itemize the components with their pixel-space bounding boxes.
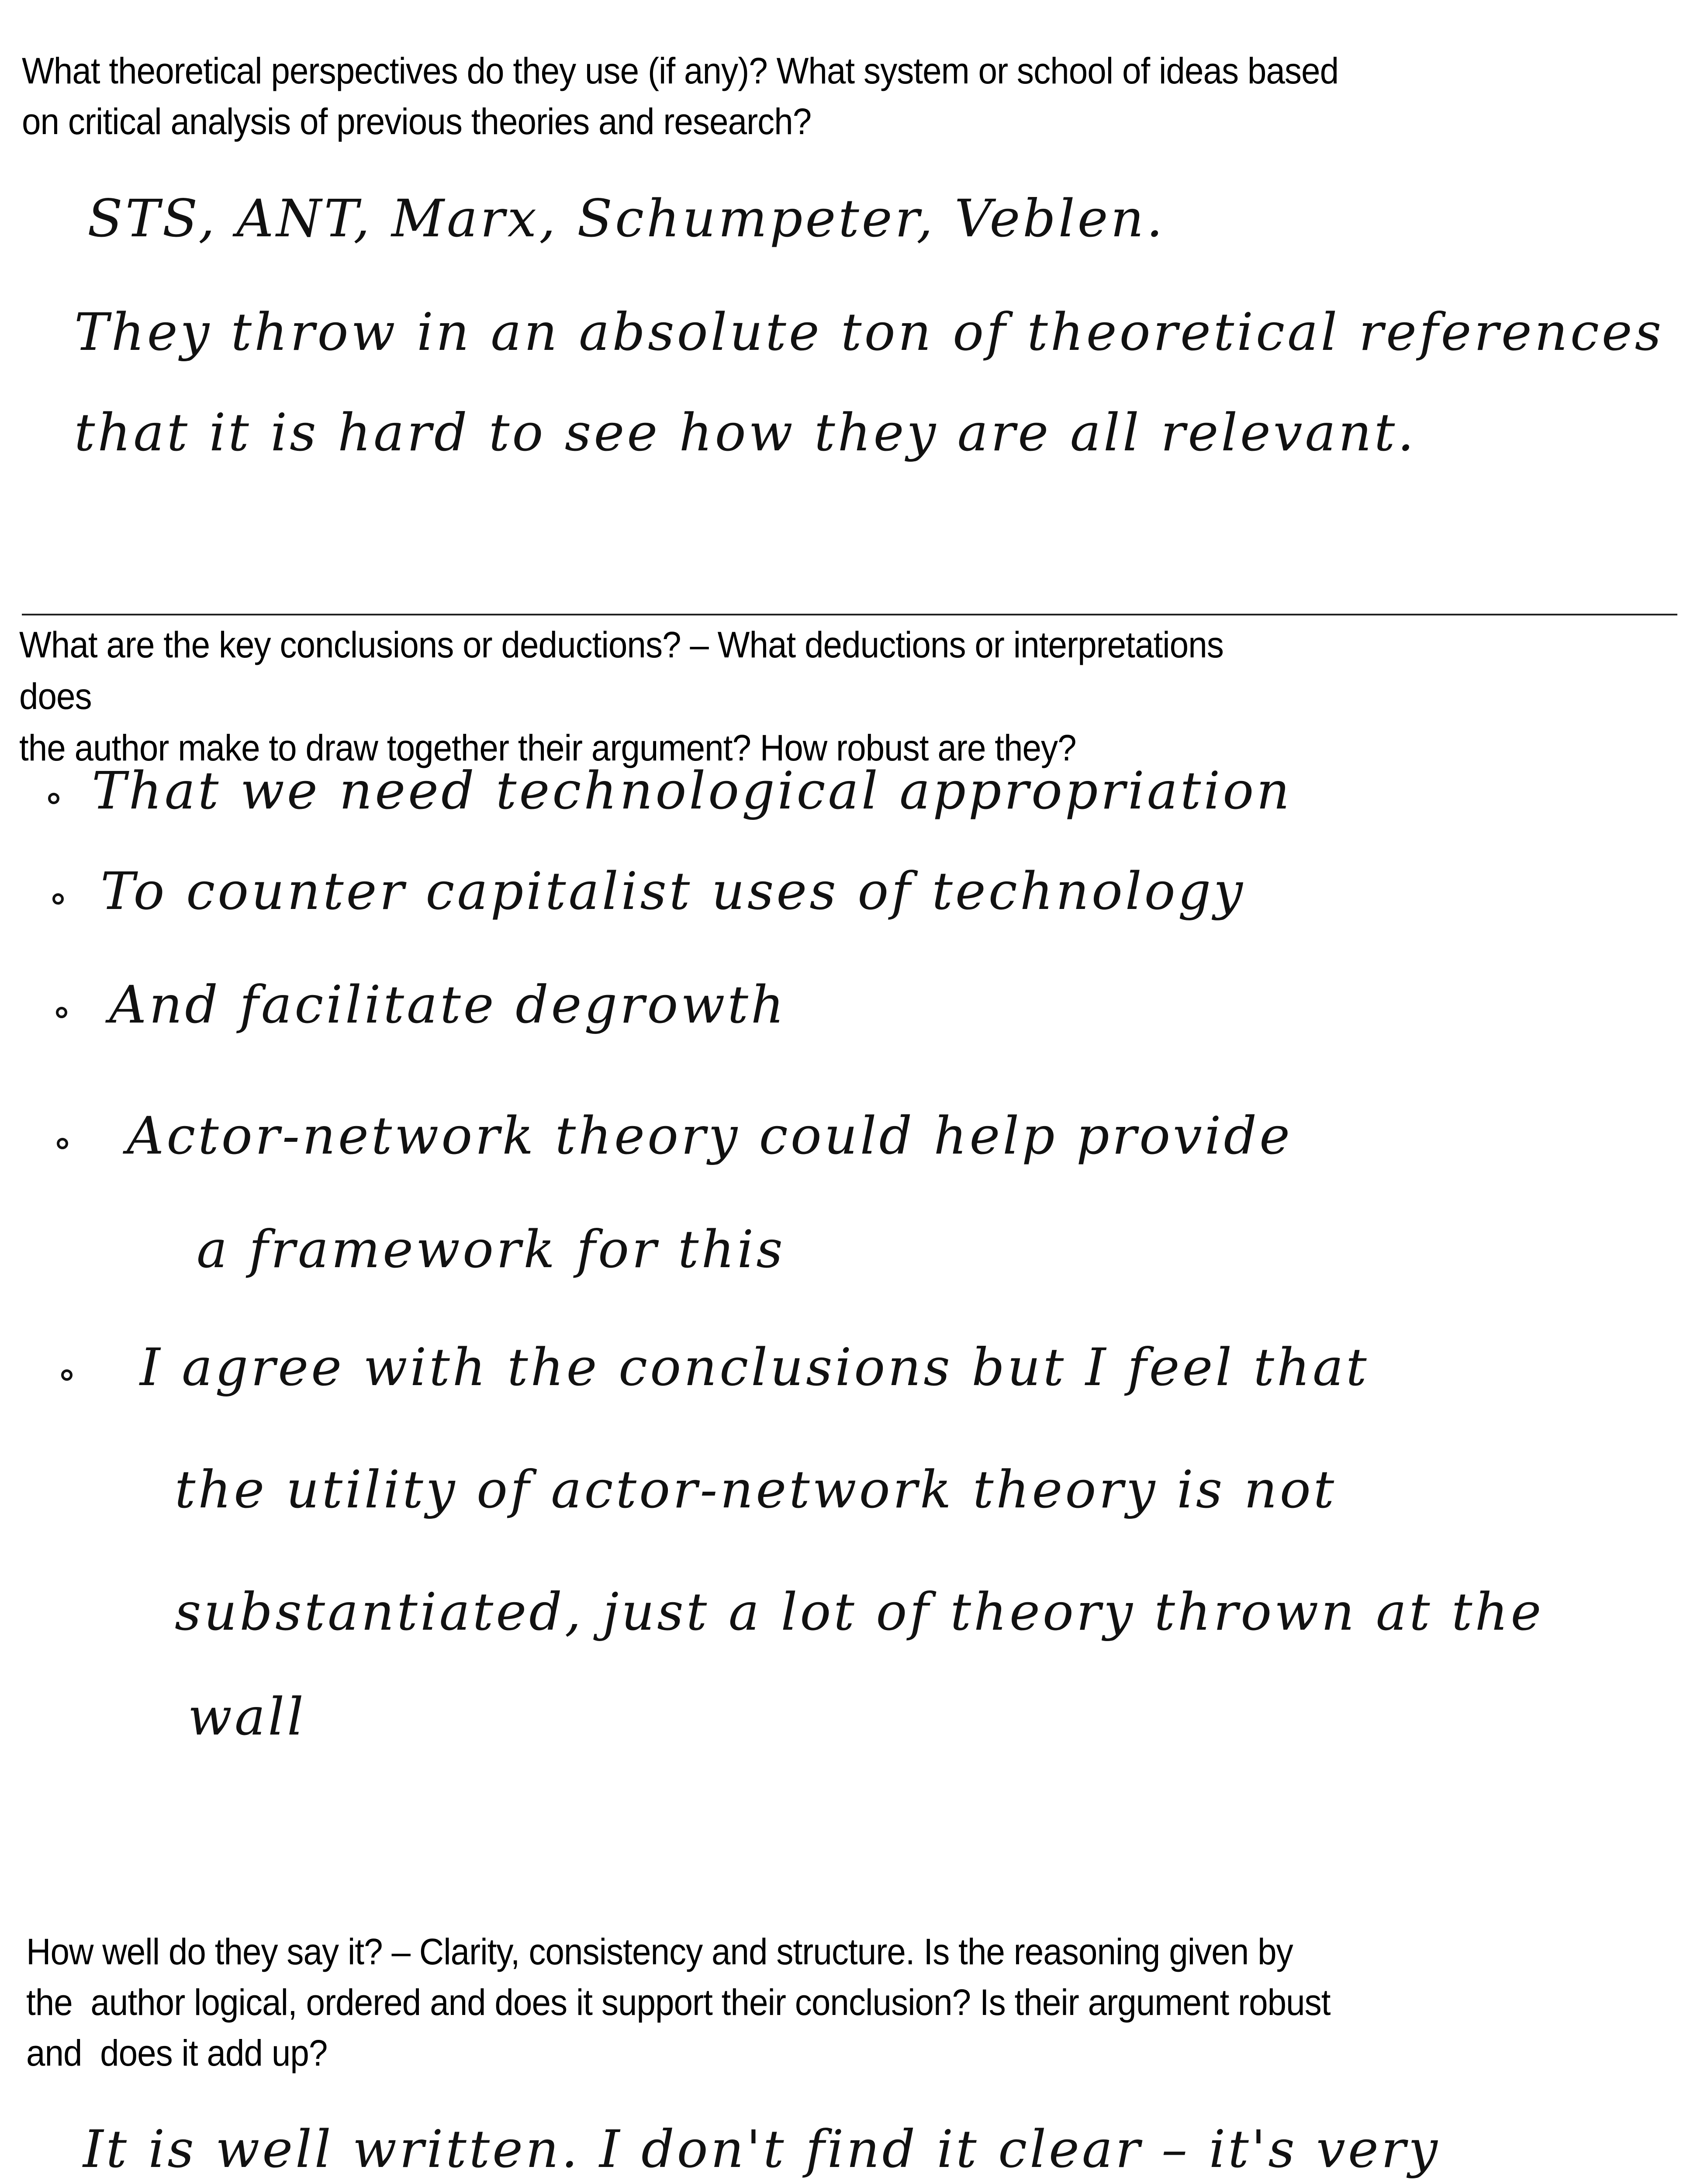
conclusion-item-3: And facilitate degrowth [109, 975, 787, 1035]
conclusion-item-2: To counter capitalist uses of technology [100, 861, 1245, 921]
answer-writing-line1: It is well written. I don't find it clear – it's very [83, 2119, 1440, 2179]
conclusion-item-5-line4: wall [188, 1686, 306, 1747]
conclusion-item-4-line1: Actor-network theory could help provide [127, 1106, 1293, 1166]
conclusion-item-4-line2: a framework for this [197, 1219, 785, 1279]
bullet-icon [52, 893, 64, 905]
question-theoretical-perspectives-line2: on critical analysis of previous theories and research? [22, 101, 812, 142]
bullet-icon [48, 793, 59, 804]
bullet-icon [57, 1138, 68, 1149]
conclusion-item-5-line3: substantiated, just a lot of theory thrown at the [175, 1582, 1544, 1642]
conclusion-item-1: That we need technological appropriation [92, 760, 1293, 821]
question-key-conclusions-line1: What are the key conclusions or deductions? – What deductions or interpretations [19, 624, 1224, 665]
answer-theories-list: STS, ANT, Marx, Schumpeter, Veblen. [87, 188, 1165, 249]
bullet-icon [56, 1007, 67, 1018]
section-divider [22, 614, 1677, 615]
question-how-well-line3: and does it add up? [26, 2032, 328, 2073]
conclusion-item-5-line2: the utility of actor-network theory is not [175, 1459, 1337, 1520]
question-how-well-line1: How well do they say it? – Clarity, consistency and structure. Is the reasoning given by [26, 1931, 1293, 1972]
question-key-conclusions-line2: does [19, 676, 92, 717]
question-theoretical-perspectives-line1: What theoretical perspectives do they use (if any)? What system or school of ideas based [22, 50, 1339, 91]
question-how-well-line2: the author logical, ordered and does it support their conclusion? Is their argument robust [26, 1982, 1331, 2023]
answer-theories-comment-line2: that it is hard to see how they are all relevant. [74, 402, 1417, 463]
answer-theories-comment-line1: They throw in an absolute ton of theoretical references [74, 302, 1664, 362]
conclusion-item-5-line1: I agree with the conclusions but I feel that [140, 1337, 1369, 1397]
question-key-conclusions-line3: the author make to draw together their argument? How robust are they? [19, 727, 1076, 768]
bullet-icon [61, 1369, 73, 1381]
